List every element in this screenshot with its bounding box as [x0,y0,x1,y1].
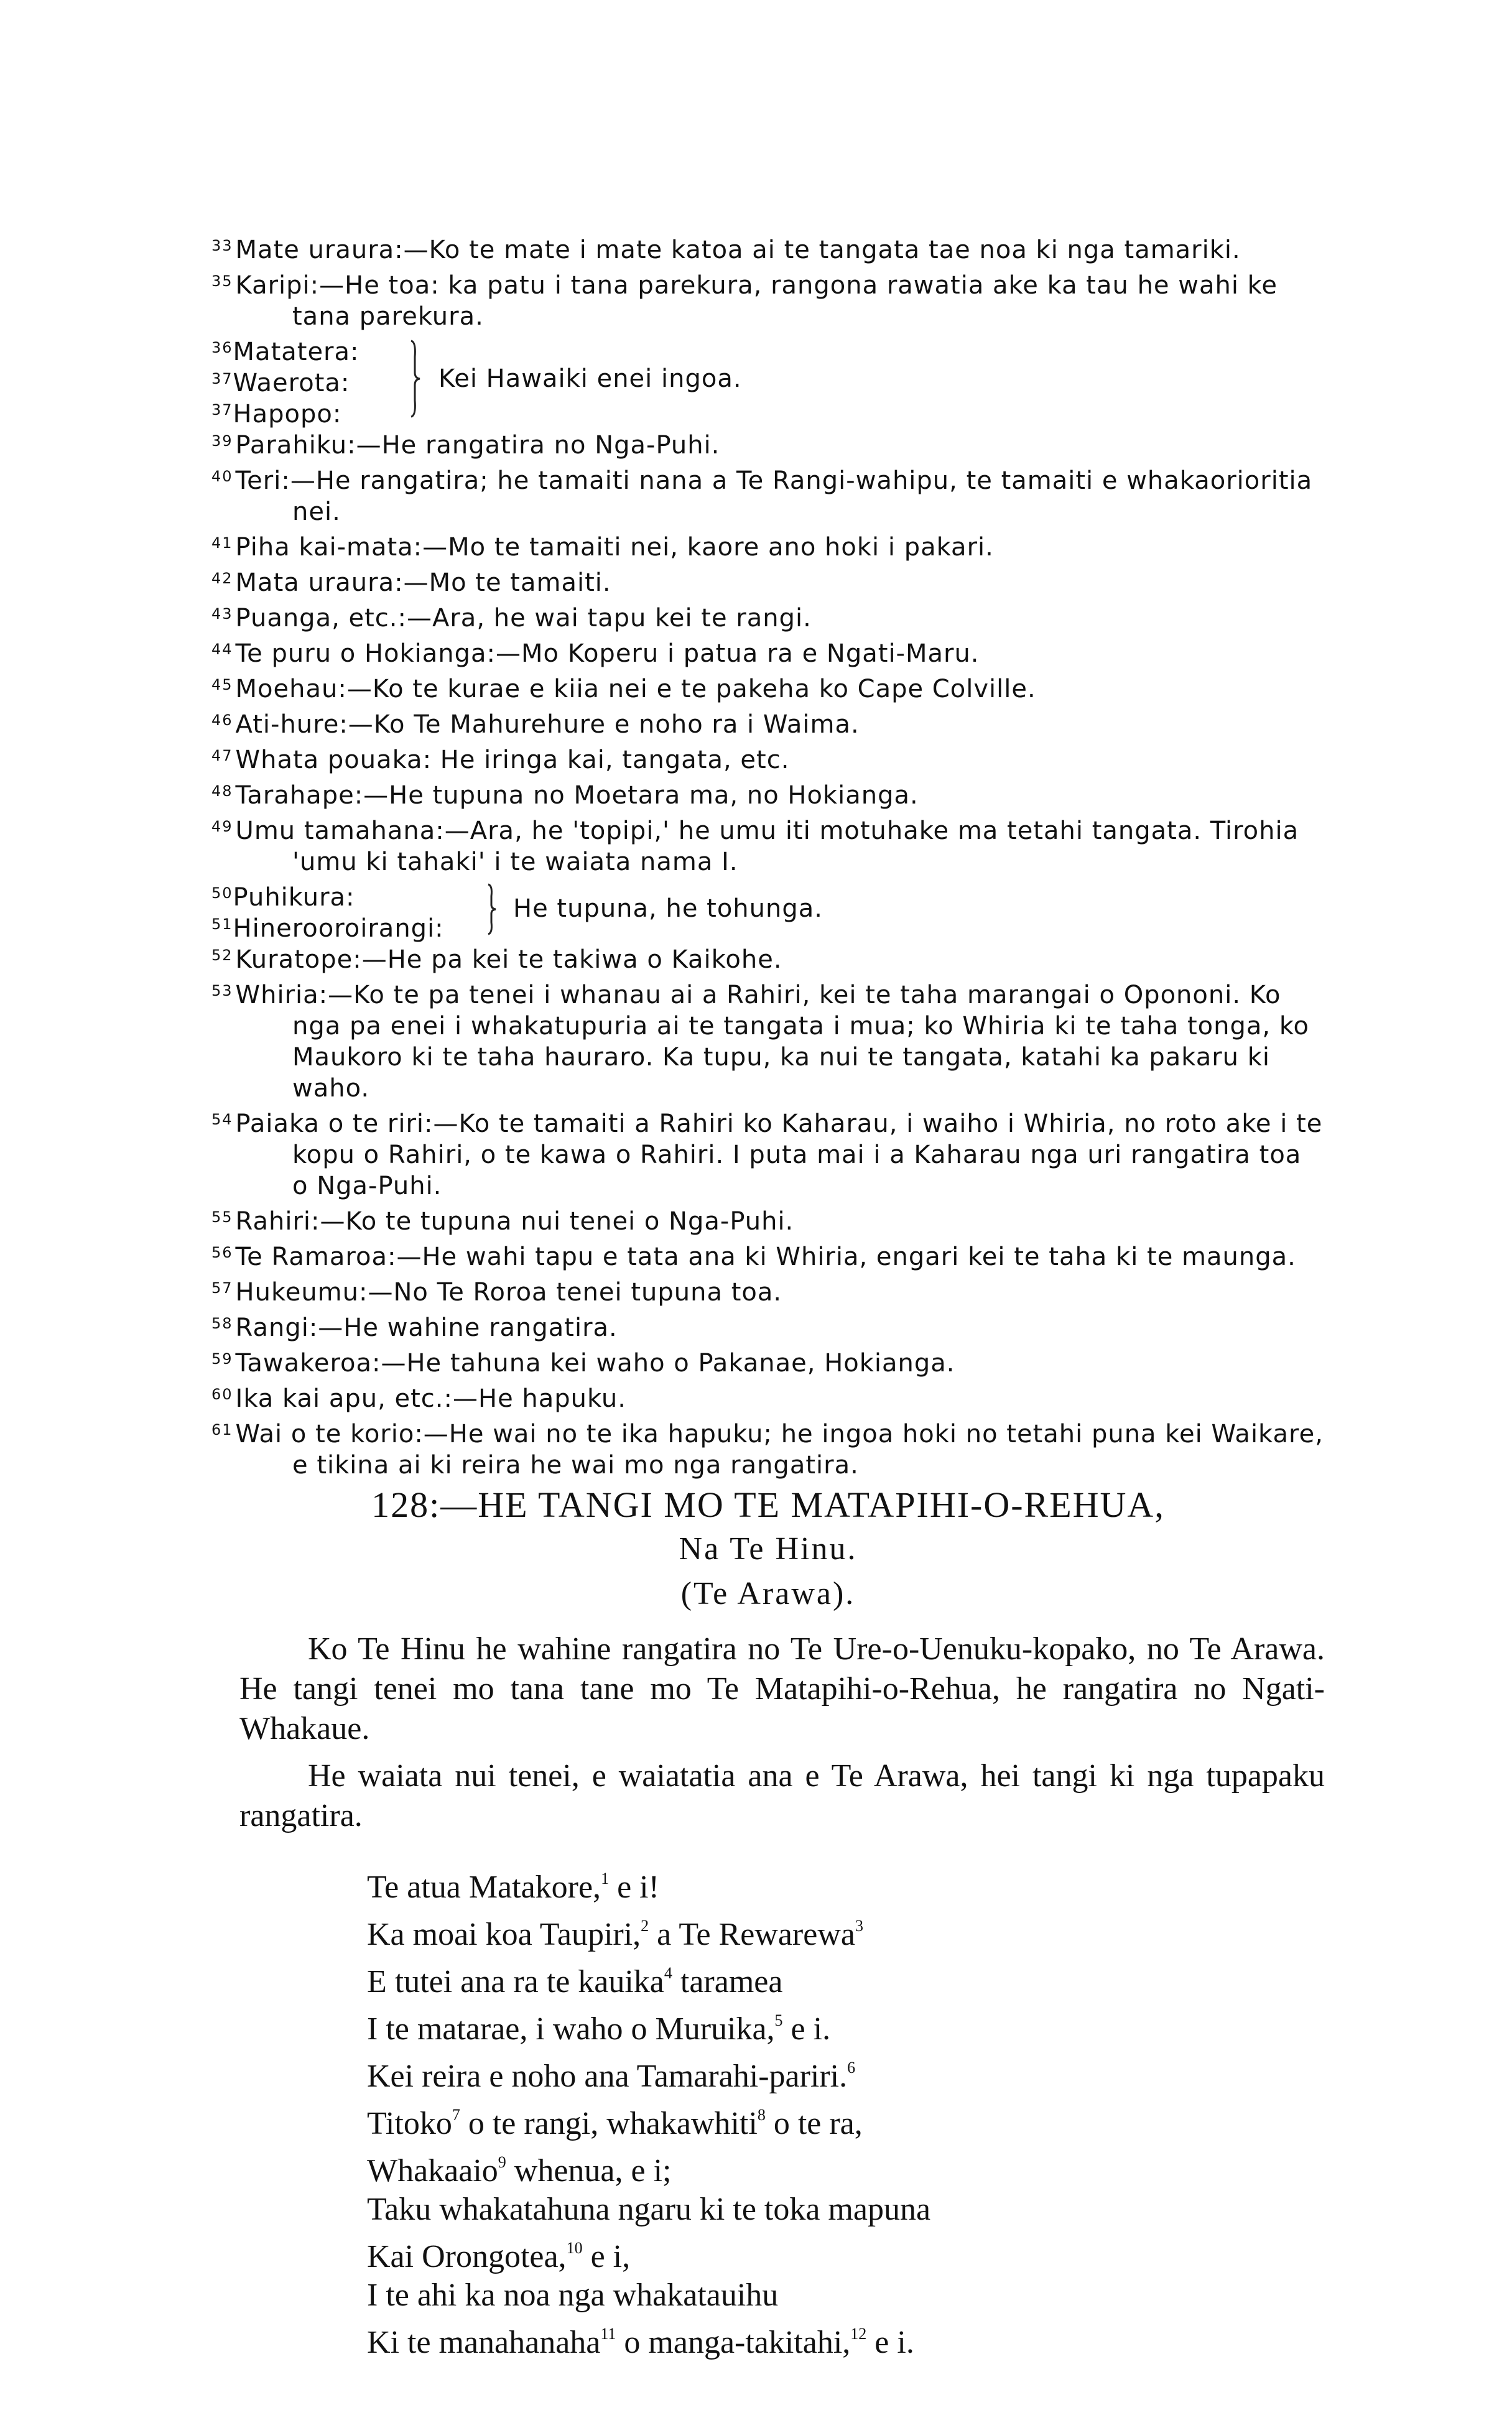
note-head: Hapopo: [233,400,342,429]
brace-group-hawaiki [211,332,1325,429]
brace-item [211,394,1325,429]
note-head: Te puru o Hokianga [235,639,487,668]
note-number: 59 [211,1350,233,1368]
note-text: :—No Te Roroa tenei tupuna toa. [359,1278,782,1307]
note-text: :—He wahine rangatira. [308,1314,618,1342]
note-text: :—Ko te kurae e kiia nei e te pakeha ko Cape Colville. [338,675,1036,703]
note-46 [211,705,1325,740]
note-number: 61 [211,1421,233,1439]
note-head: Teri [235,466,282,495]
poem-text: e i, [582,2239,631,2274]
note-head: Moehau [235,675,338,703]
poem-line [367,2315,1325,2362]
note-head: Mate uraura [235,236,395,264]
footnote-ref: 6 [847,2059,856,2077]
poem-text: E tutei ana ra te kauika [367,1964,664,1999]
poem-line [367,2143,1325,2190]
note-head: Hukeumu [235,1278,359,1307]
brace-group-tupuna [211,878,1325,943]
note-49 [211,811,1325,878]
footnote-ref: 9 [498,2153,506,2171]
brace-icon [407,338,422,419]
footnote-ref: 7 [452,2106,460,2124]
footnote-ref: 10 [566,2239,583,2257]
note-number: 52 [211,947,233,964]
note-33 [211,230,1325,266]
poem-text: e i. [782,2011,831,2047]
poem-text: Te atua Matakore, [367,1870,601,1905]
poem-text: o te ra, [765,2106,863,2141]
note-number: 37 [211,401,233,419]
poem-text: Whakaaio [367,2153,498,2189]
intro-prose [239,1629,1325,1836]
note-35 [211,266,1325,332]
note-text: :—Ko te pa tenei i whanau ai a Rahiri, kei te taha marangai o Opononi. Ko nga pa enei i whakatupuria ai te tangata i mua; ko Whiria ki te taha tonga, ko Maukoro ki te taha hauraro. Ka tupu, ka nui te tangata, katahi ka pakaru ki waho. [292,981,1310,1103]
poem-text: Titoko [367,2106,452,2141]
brace-text: He tupuna, he tohunga. [513,894,823,923]
note-47 [211,740,1325,776]
note-head: Mata uraura [235,568,395,597]
note-text: :—He wai no te ika hapuku; he ingoa hoki no tetahi puna kei Waikare, e tikina ai ki reira he wai mo nga rangatira. [292,1420,1324,1480]
note-head: Rahiri [235,1207,311,1236]
note-text: :—He wahi tapu e tata ana ki Whiria, engari kei te taha ki te maunga. [387,1243,1296,1271]
note-number: 57 [211,1279,233,1297]
note-head: Ati-hure [235,710,340,739]
poem-line [367,2001,1325,2049]
poem-text: Taku whakatahuna ngaru ki te toka mapuna [367,2192,931,2227]
brace-item [211,332,1325,366]
note-42 [211,563,1325,598]
footnote-ref: 4 [664,1964,672,1982]
note-text: :—He tupuna no Moetara ma, no Hokianga. [354,781,919,810]
note-58 [211,1308,1325,1343]
footnote-ref: 1 [601,1870,610,1888]
poem-text: o te rangi, whakawhiti [460,2106,758,2141]
note-text: :—Mo Koperu i patua ra e Ngati-Maru. [486,639,980,668]
note-head: Hinerooroirangi: [233,914,444,943]
brace-text: Kei Hawaiki enei ingoa. [438,364,742,393]
note-head: Wai o te korio [235,1420,415,1448]
note-text: :—Ara, he 'topipi,' he umu iti motuhake ma tetahi tangata. Tirohia 'umu ki tahaki' i te waiata nama I. [292,817,1299,876]
note-head: Te Ramaroa [235,1243,387,1271]
poem-text: I te ahi ka noa nga whakatauihu [367,2277,779,2313]
note-number: 56 [211,1244,233,1261]
note-60 [211,1379,1325,1414]
note-head: Karipi [235,271,310,300]
note-number: 49 [211,818,233,835]
footnote-ref: 11 [600,2325,616,2343]
note-40 [211,461,1325,527]
note-head: Puhikura: [233,883,355,912]
note-number: 43 [211,605,233,623]
note-head: Paiaka o te riri [235,1110,425,1138]
note-head: Parahiku [235,431,348,460]
glossary-notes [211,230,1325,1481]
note-number: 48 [211,782,233,800]
note-number: 46 [211,711,233,729]
note-text: :—He hapuku. [443,1384,626,1413]
poem-text: Ka moai koa Taupiri, [367,1917,641,1952]
note-text: :—Ko Te Mahurehure e noho ra i Waima. [339,710,860,739]
note-48 [211,776,1325,811]
poem-line [367,2096,1325,2143]
footnote-ref: 3 [855,1917,863,1935]
note-number: 47 [211,747,233,764]
poem-text: I te matarae, i waho o Muruika, [367,2011,775,2047]
note-text: :—Ko te tamaiti a Rahiri ko Kaharau, i waiho i Whiria, no roto ake i te kopu o Rahiri, o te kawa o Rahiri. I puta mai i a Kaharau nga uri rangatira toa o Nga-Puhi. [292,1110,1323,1200]
poem-text: Kai Orongotea, [367,2239,567,2274]
note-text: :—Ko te tupuna nui tenei o Nga-Puhi. [311,1207,794,1236]
note-59 [211,1343,1325,1379]
note-head: Kuratope [235,945,353,974]
prose-paragraph: He waiata nui tenei, e waiatatia ana e Te Arawa, hei tangi ki nga tupapaku rangatira. [239,1758,1325,1833]
note-number: 53 [211,982,233,999]
note-head: Tarahape [235,781,355,810]
footnote-ref: 5 [774,2011,783,2029]
note-53 [211,975,1325,1104]
poem-text: whenua, e i; [506,2153,672,2189]
note-head: Tawakeroa [235,1349,372,1378]
note-text: :—Ko te mate i mate katoa ai te tangata tae noa ki nga tamariki. [394,236,1241,264]
note-number: 45 [211,676,233,693]
note-number: 58 [211,1315,233,1332]
song-tribe: (Te Arawa). [680,1576,856,1611]
note-number: 39 [211,432,233,450]
footnote-ref: 12 [850,2325,867,2343]
note-number: 51 [211,915,233,933]
note-number: 37 [211,370,233,387]
note-52 [211,940,1325,975]
note-number: 42 [211,570,233,587]
prose-paragraph: Ko Te Hinu he wahine rangatira no Te Ure-o-Uenuku-kopako, no Te Arawa. He tangi tenei mo tana tane mo Te Matapihi-o-Rehua, he rangatira no Ngati-Whakaue. [239,1631,1325,1746]
note-number: 40 [211,468,233,485]
poem-line [367,2049,1325,2096]
note-head: Ika kai apu, etc. [235,1384,444,1413]
note-head: Umu tamahana [235,817,436,845]
note-number: 60 [211,1386,233,1403]
poem [367,1860,1325,2362]
note-text: :—He rangatira; he tamaiti nana a Te Rangi-wahipu, te tamaiti e whakaorioritia nei. [281,466,1313,526]
note-41 [211,527,1325,563]
note-head: Puanga, etc. [235,604,398,632]
footnote-ref: 2 [641,1917,649,1935]
note-text: :—Mo te tamaiti. [394,568,611,597]
note-number: 35 [211,272,233,290]
note-61 [211,1414,1325,1481]
note-number: 33 [211,237,233,254]
note-number: 55 [211,1208,233,1226]
note-56 [211,1237,1325,1272]
note-55 [211,1202,1325,1237]
note-text: :—He toa: ka patu i tana parekura, rangona rawatia ake ka tau he wahi ke tana parekura. [292,271,1278,331]
poem-line [367,2229,1325,2276]
footnote-ref: 8 [757,2106,766,2124]
note-head: Matatera: [233,338,359,366]
note-number: 50 [211,884,233,902]
note-head: Piha kai-mata [235,533,414,562]
note-57 [211,1272,1325,1308]
note-text: :—He pa kei te takiwa o Kaikohe. [353,945,782,974]
poem-line [367,1954,1325,2001]
poem-text: taramea [672,1964,783,1999]
brace-item [211,363,1325,397]
note-text: :—Ara, he wai tapu kei te rangi. [397,604,812,632]
poem-line [367,1860,1325,1907]
poem-line [367,1907,1325,1954]
poem-text: Kei reira e noho ana Tamarahi-pariri. [367,2059,848,2094]
note-text: :—Mo te tamaiti nei, kaore ano hoki i pakari. [413,533,994,562]
note-number: 36 [211,339,233,356]
poem-line [367,2190,1325,2229]
note-45 [211,669,1325,705]
note-43 [211,598,1325,634]
note-39 [211,425,1325,461]
song-title-block [211,1483,1325,1616]
poem-text: o manga-takitahi, [616,2325,851,2360]
song-author: Na Te Hinu. [679,1531,858,1567]
note-head: Waerota: [233,369,350,397]
note-head: Whata pouaka [235,746,423,774]
note-54 [211,1104,1325,1202]
note-number: 41 [211,534,233,552]
note-44 [211,634,1325,669]
note-head: Rangi [235,1314,309,1342]
note-number: 54 [211,1111,233,1128]
note-text: :—He rangatira no Nga-Puhi. [347,431,720,460]
brace-icon [485,883,498,936]
poem-text: a Te Rewarewa [649,1917,855,1952]
poem-text: e i. [866,2325,914,2360]
note-text: :—He tahuna kei waho o Pakanae, Hokianga. [372,1349,955,1378]
note-text: : He iringa kai, tangata, etc. [422,746,790,774]
poem-text: e i! [609,1870,659,1905]
poem-line [367,2276,1325,2315]
note-number: 44 [211,641,233,658]
song-title: 128:—HE TANGI MO TE MATAPIHI-O-REHUA, [371,1485,1165,1525]
note-head: Whiria [235,981,319,1009]
poem-text: Ki te manahanaha [367,2325,601,2360]
